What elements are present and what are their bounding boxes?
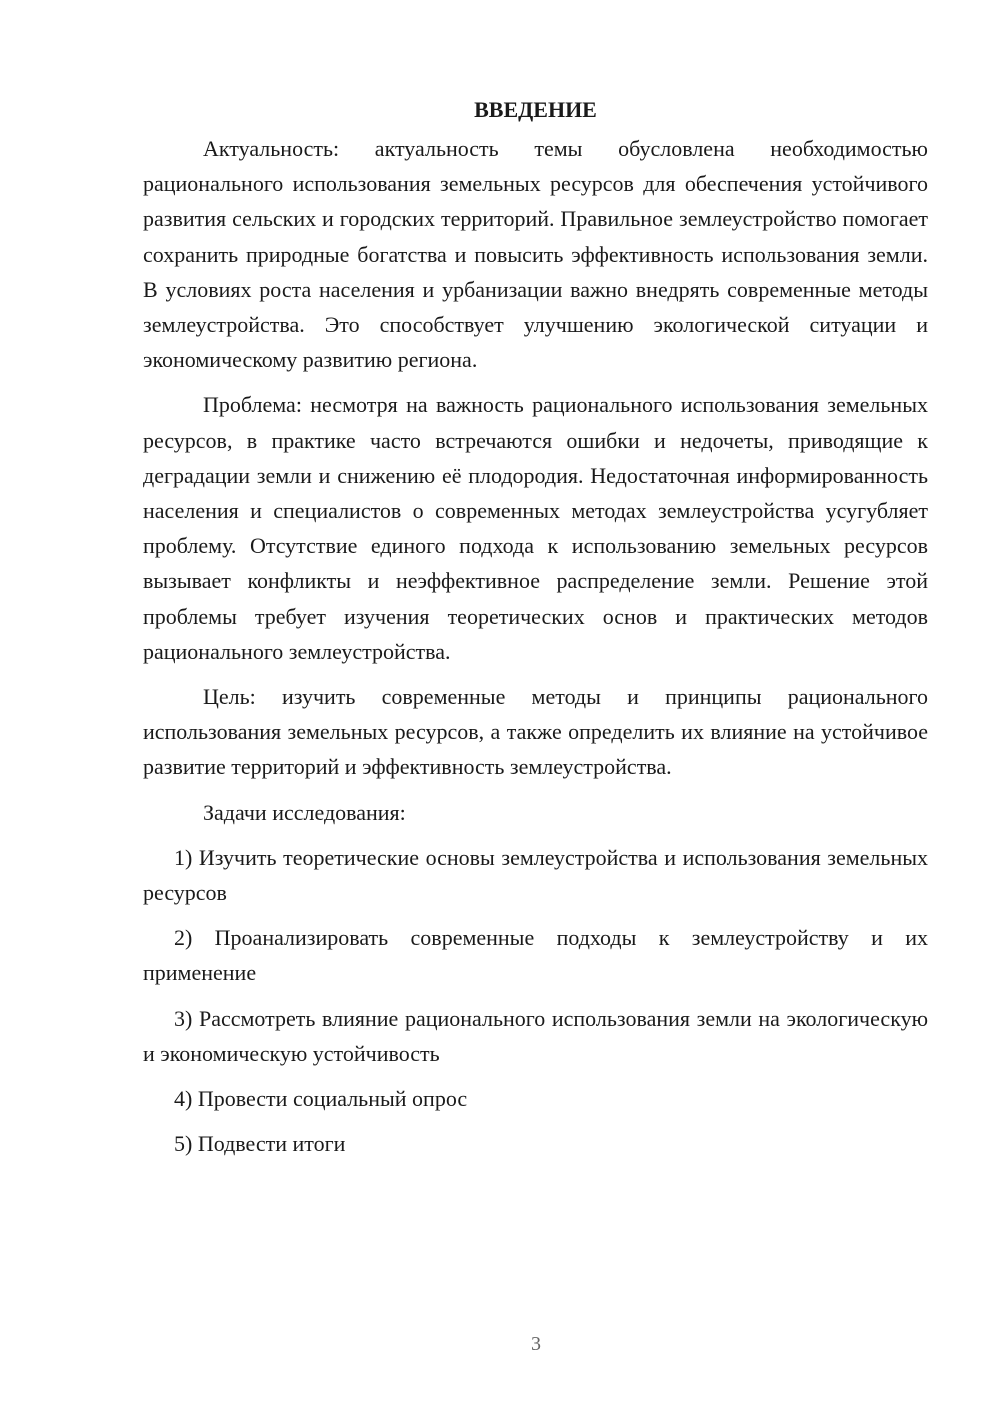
document-page [143, 92, 928, 1171]
tasks-heading: Задачи исследования: [203, 799, 406, 825]
tasks-list [143, 840, 928, 1162]
section-title: ВВЕДЕНИЕ [474, 97, 597, 122]
list-item: 4) Провести социальный опрос [174, 1086, 468, 1112]
paragraph-relevance: Актуальность: актуальность темы обусловлена необходимостью рационального использования земельных ресурсов для обеспечения устойчивого развития сельских и городских территорий. Правильное землеустройство помогает сохранить природные богатства и повысить эффективность использования земли. В условиях роста населения и урбанизации важно внедрять современные методы землеустройства. Это способствует улучшению экологической ситуации и экономическому развитию региона. [143, 136, 928, 373]
paragraph-goal: Цель: изучить современные методы и принципы рационального использования земельных ресурсов, а также определить их влияние на устойчивое развитие территорий и эффективность землеустройства. [143, 684, 928, 780]
list-item: 3) Рассмотреть влияние рационального использования земли на экологическую и экономическую устойчивость [143, 1005, 928, 1066]
page-number: 3 [531, 1333, 541, 1355]
list-item: 2) Проанализировать современные подходы к землеустройству и их применение [143, 925, 928, 986]
list-item: 5) Подвести итоги [174, 1131, 346, 1157]
paragraph-problem: Проблема: несмотря на важность рационального использования земельных ресурсов, в практике часто встречаются ошибки и недочеты, приводящие к деградации земли и снижению её плодородия. Недостаточная информированность населения и специалистов о современных методах землеустройства усугубляет проблему. Отсутствие единого подхода к использованию земельных ресурсов вызывает конфликты и неэффективное распределение земли. Решение этой проблемы требует изучения теоретических основ и практических методов рационального землеустройства. [143, 392, 928, 664]
list-item: 1) Изучить теоретические основы землеустройства и использования земельных ресурсов [143, 844, 928, 906]
